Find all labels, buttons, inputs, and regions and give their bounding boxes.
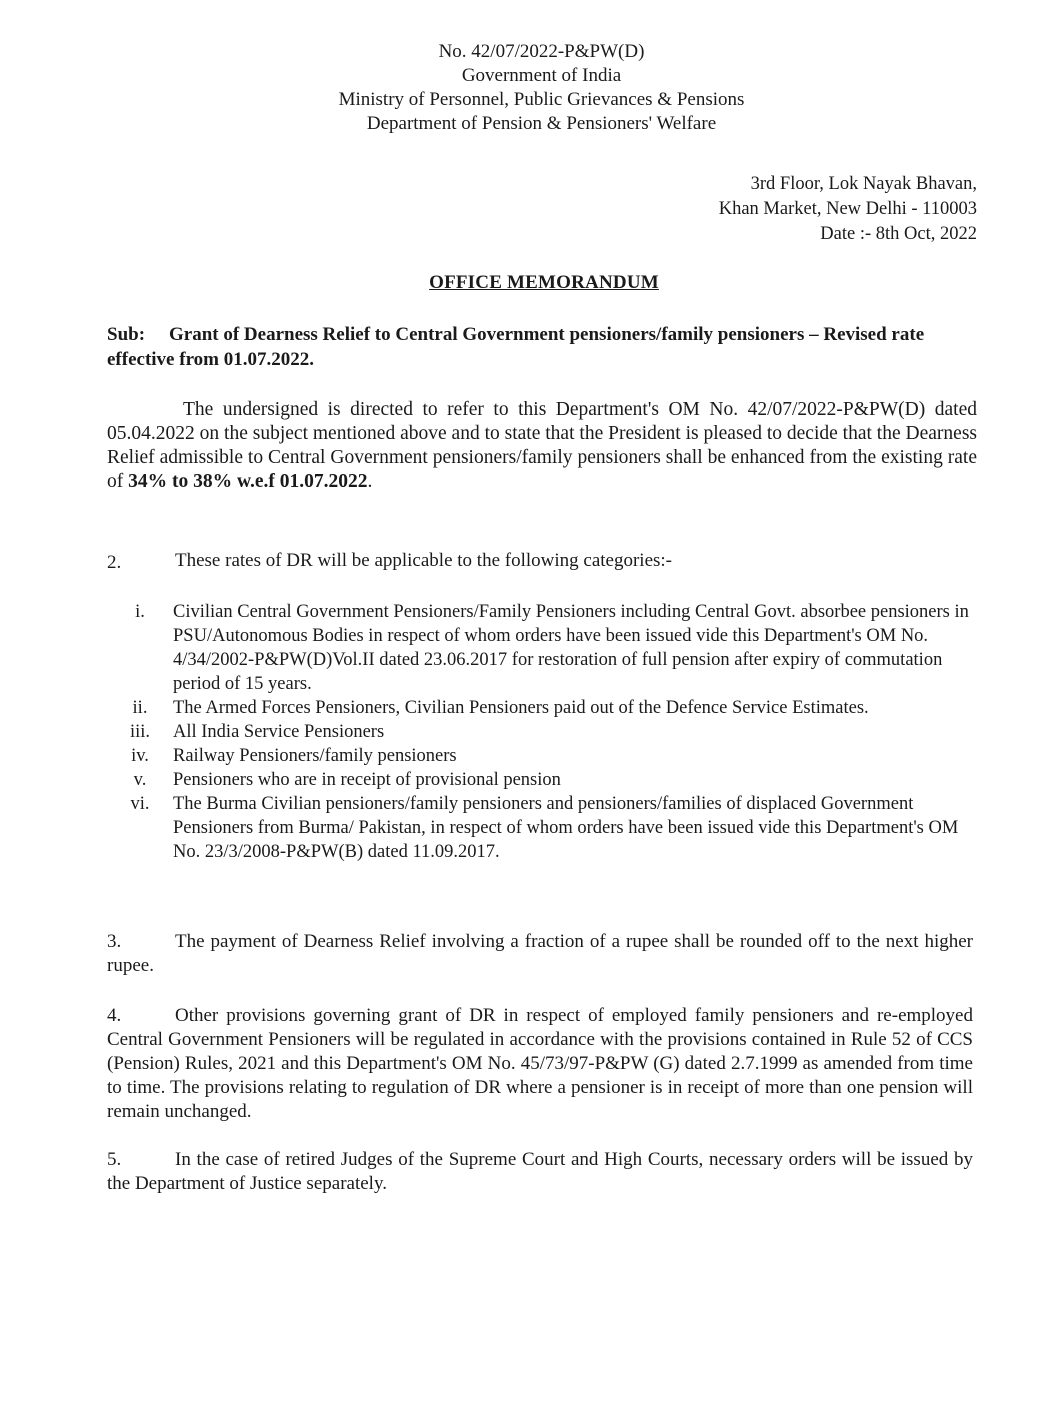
category-number: v.	[133, 770, 147, 790]
category-text: Pensioners who are in receipt of provisional pension	[173, 770, 561, 790]
subject-text: Grant of Dearness Relief to Central Government pensioners/family pensioners – Revised rate effective from 01.07.2022.	[107, 324, 925, 370]
category-list	[107, 600, 977, 864]
category-item	[107, 744, 977, 768]
address-line-1: 3rd Floor, Lok Nayak Bhavan,	[750, 174, 977, 194]
paragraph-3-text: The payment of Dearness Relief involving a fraction of a rupee shall be rounded off to the next higher rupee.	[107, 931, 973, 976]
memo-date: Date :- 8th Oct, 2022	[820, 224, 977, 244]
paragraph-5-number: 5.	[107, 1149, 122, 1170]
category-item	[107, 720, 977, 744]
category-text: The Armed Forces Pensioners, Civilian Pensioners paid out of the Defence Service Estimates.	[173, 698, 869, 718]
category-text: Civilian Central Government Pensioners/Family Pensioners including Central Govt. absorbee pensioners in PSU/Autonomous Bodies in respect of whom orders have been issued vide this Department's OM No. 4/34/2002-P&PW(D)Vol.II dated 23.06.2017 for restoration of full pension after expiry of commutation period of 15 years.	[173, 602, 969, 694]
ministry-name: Ministry of Personnel, Public Grievances & Pensions	[338, 89, 745, 110]
file-number: No. 42/07/2022-P&PW(D)	[438, 41, 645, 62]
subject-label: Sub:	[107, 324, 146, 345]
document-title: OFFICE MEMORANDUM	[429, 272, 659, 293]
category-text: Railway Pensioners/family pensioners	[173, 746, 457, 766]
paragraph-1-rate: 34% to 38% w.e.f 01.07.2022	[128, 471, 368, 492]
category-number: iv.	[131, 746, 149, 766]
subject-block	[107, 322, 977, 372]
paragraph-4-text: Other provisions governing grant of DR in respect of employed family pensioners and re-employed Central Government Pensioners will be regulated in accordance with the provisions contained in Rule 52 of CCS (Pension) Rules, 2021 and this Department's OM No. 45/73/97-P&PW (G) dated 2.7.1999 as amended from time to time. The provisions relating to regulation of DR where a pensioner is in receipt of more than one pension will remain unchanged.	[107, 1005, 973, 1122]
paragraph-3	[107, 930, 973, 978]
paragraph-1-end: .	[367, 471, 373, 492]
category-text: The Burma Civilian pensioners/family pensioners and pensioners/families of displaced Government Pensioners from Burma/ Pakistan, in respect of whom orders have been issued vide this Department's OM No. 23/3/2008-P&PW(B) dated 11.09.2017.	[173, 794, 959, 862]
category-text: All India Service Pensioners	[173, 722, 385, 742]
paragraph-5-text: In the case of retired Judges of the Supreme Court and High Courts, necessary orders will be issued by the Department of Justice separately.	[107, 1149, 973, 1194]
paragraph-1	[107, 398, 977, 494]
office-address	[719, 172, 977, 247]
category-item	[107, 792, 977, 864]
letterhead	[0, 40, 1043, 136]
category-item	[107, 600, 977, 696]
category-number: vi.	[130, 794, 150, 814]
paragraph-4-number: 4.	[107, 1005, 122, 1026]
category-item	[107, 696, 977, 720]
category-item	[107, 768, 977, 792]
paragraph-5	[107, 1148, 973, 1196]
category-number: i.	[135, 602, 145, 622]
paragraph-1-text: The undersigned is directed to refer to this Department's OM No. 42/07/2022-P&PW(D) dated 05.04.2022 on the subject mentioned above and to state that the President is pleased to decide that the Dearness Relief admissible to Central Government pensioners/family pensioners shall be enhanced from the existing rate of	[107, 399, 977, 492]
address-line-2: Khan Market, New Delhi - 110003	[718, 199, 977, 219]
paragraph-4	[107, 1004, 973, 1124]
department-name: Department of Pension & Pensioners' Welfare	[366, 113, 717, 134]
paragraph-3-number: 3.	[107, 931, 122, 952]
paragraph-2-text: These rates of DR will be applicable to the following categories:-	[175, 550, 673, 571]
category-number: ii.	[132, 698, 148, 718]
category-number: iii.	[129, 722, 151, 742]
government-name: Government of India	[461, 65, 622, 86]
paragraph-2-number: 2.	[107, 552, 122, 573]
